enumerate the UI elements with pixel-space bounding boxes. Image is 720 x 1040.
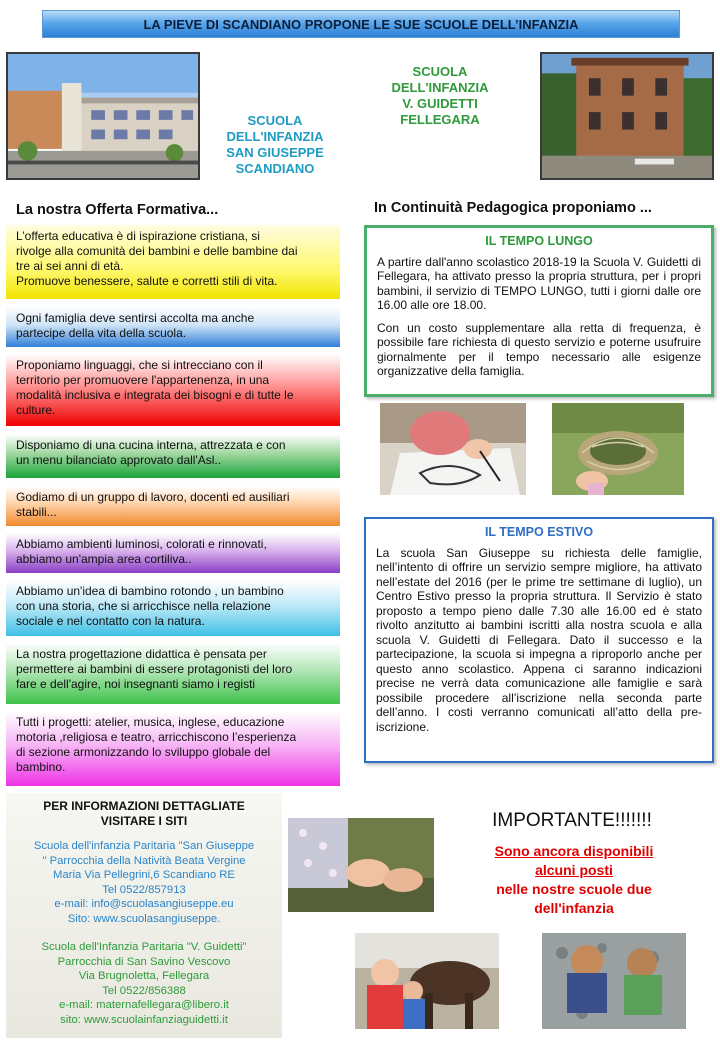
photo-school-san-giuseppe bbox=[6, 52, 200, 180]
offerta-item-8: La nostra progettazione didattica è pensata per permettere ai bambini di essere protagonisti del loro fare e dell'agire, noi insegnanti siamo i registi bbox=[6, 643, 340, 704]
offerta-item-2: Ogni famiglia deve sentirsi accolta ma anche partecipe della vita della scuola. bbox=[6, 307, 340, 347]
info-school-guidetti: Scuola dell'Infanzia Paritaria "V. Guidetti" Parrocchia di San Savino Vescovo Via Brugnoletta, Fellegara Tel 0522/856388 e-mail: maternafellegara@libero.it sito: www.scuolainfanziaguidetti.it bbox=[41, 941, 247, 1026]
offerta-item-9: Tutti i progetti: atelier, musica, inglese, educazione motoria ,religiosa e teatro, arricchiscono l’esperienza di sezione armonizzando lo sviluppo globale del bambino. bbox=[6, 711, 340, 786]
offerta-item-5: Godiamo di un gruppo di lavoro, docenti ed ausiliari stabili... bbox=[6, 486, 340, 526]
importante-heading: IMPORTANTE!!!!!!! bbox=[492, 810, 652, 831]
offerta-item-6: Abbiamo ambienti luminosi, colorati e rinnovati, abbiamo un'ampia area cortiliva.. bbox=[6, 533, 340, 573]
offerta-item-1: L’offerta educativa è di ispirazione cristiana, si rivolge alla comunità dei bambini e delle bambine dai tre ai sei anni di età. Promuove benessere, salute e corretti stili di vita. bbox=[6, 225, 340, 299]
tempo-lungo-paragraph: A partire dall'anno scolastico 2018-19 la Scuola V. Guidetti di Fellegara, ha attivato presso la propria struttura, per i propri bambini, il servizio di TEMPO LUNGO, tutti i giorni dalle ore 16.00 alle ore 18.00. bbox=[377, 254, 701, 312]
continuita-heading: In Continuità Pedagogica proponiamo ... bbox=[374, 200, 652, 216]
offerta-item-3: Proponiamo linguaggi, che si intrecciano con il territorio per promuovere l'appartenenza, in una modalità inclusiva e integrata dei bisogni e di tutte le culture. bbox=[6, 354, 340, 426]
tempo-estivo-panel bbox=[364, 517, 714, 763]
photo-child-hands bbox=[288, 818, 434, 912]
info-box bbox=[6, 793, 282, 1038]
importante-message: Sono ancora disponibili alcuni posti nelle nostre scuole due dell'infanzia bbox=[494, 843, 654, 916]
info-school-san-giuseppe: Scuola dell'infanzia Paritaria "San Giuseppe " Parrocchia della Natività Beata Vergine Maria Via Pellegrini,6 Scandiano RE Tel 0522/857913 e-mail: info@scuolasangiuseppe.eu Sito: www.scuolasangiuseppe. bbox=[33, 840, 255, 925]
photo-nest bbox=[552, 403, 684, 495]
offerta-item-4: Disponiamo di una cucina interna, attrezzata e con un menu bilanciato approvato dall'Asl.. bbox=[6, 434, 340, 478]
tempo-estivo-paragraph: La scuola San Giuseppe su richiesta delle famiglie, nell’intento di offrire un servizio sempre migliore, ha attivato nell’estate del 2016 (per le prime tre settimane di luglio), un Centro Estivo presso la propria struttura. Il Servizio è stato proposto a tempo pieno dalle 7.30 alle 16.00 ed è stato rivolto anzitutto ai bambini iscritti alla nostra scuola e alla scuola V. Guidetti di Fellegara. Dato il successo e la partecipazione, la scuola si impegna a riproporlo anche per questo anno scolastico. Appena ci saranno indicazioni precise ne verrà data comunicazione alle famiglie e sarà possibile procedere all’iscrizione nella seconda parte dell’anno. I costi verranno comunicati all’atto della pre-iscrizione. bbox=[376, 545, 702, 734]
photo-children-playing bbox=[542, 933, 686, 1029]
title-banner: LA PIEVE DI SCANDIANO PROPONE LE SUE SCUOLE DELL’INFANZIA bbox=[42, 10, 680, 38]
offerta-heading: La nostra Offerta Formativa... bbox=[16, 202, 219, 218]
photo-child-drawing bbox=[380, 403, 526, 495]
info-heading: PER INFORMAZIONI DETTAGLIATE VISITARE I SITI bbox=[43, 799, 245, 828]
school-name-san-giuseppe: SCUOLA DELL'INFANZIA SAN GIUSEPPE SCANDIANO bbox=[226, 113, 324, 176]
school-name-guidetti: SCUOLA DELL'INFANZIA V. GUIDETTI FELLEGARA bbox=[391, 64, 489, 127]
photo-children-horse bbox=[355, 933, 499, 1029]
tempo-estivo-title: IL TEMPO ESTIVO bbox=[484, 525, 594, 539]
offerta-item-7: Abbiamo un'idea di bambino rotondo , un bambino con una storia, che si arricchisce nella relazione sociale e nel contatto con la natura. bbox=[6, 580, 340, 636]
tempo-lungo-panel bbox=[364, 225, 714, 397]
photo-school-guidetti bbox=[540, 52, 714, 180]
tempo-lungo-paragraph: Con un costo supplementare alla retta di frequenza, è possibile fare richiesta di questo servizio e poterne usufruire giornalmente per il tempo necessario alle esigenze organizzative della famiglia. bbox=[377, 320, 701, 378]
tempo-lungo-title: IL TEMPO LUNGO bbox=[485, 234, 593, 248]
